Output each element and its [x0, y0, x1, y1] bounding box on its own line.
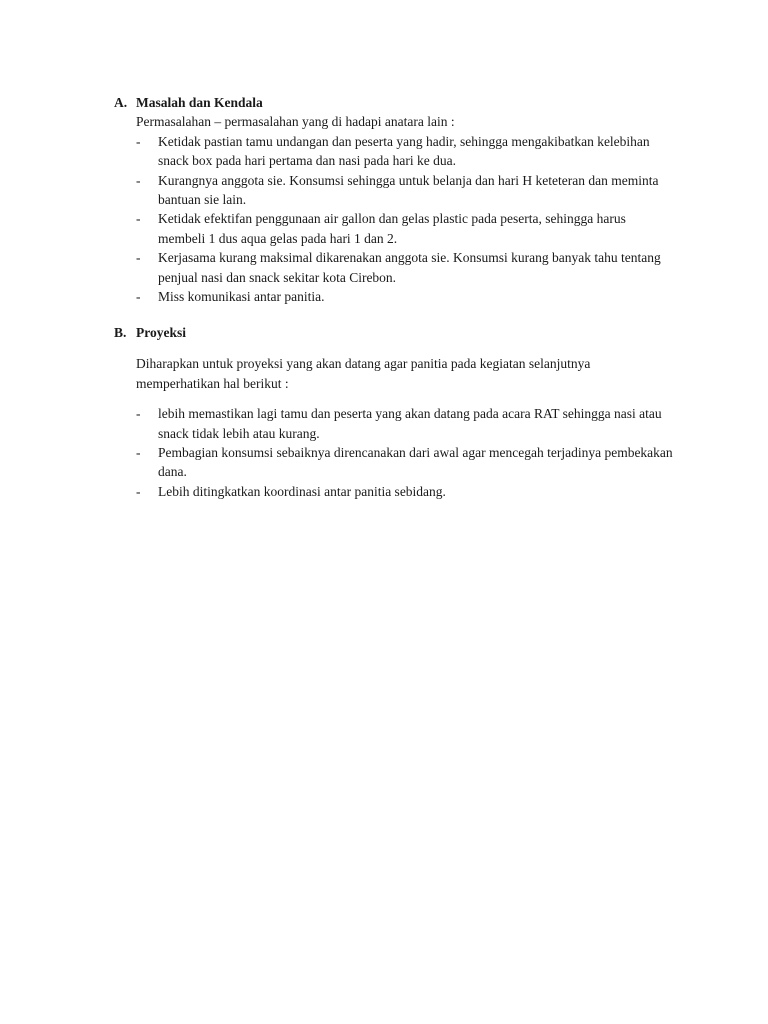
projection-list [136, 404, 674, 501]
dash-bullet: - [136, 172, 141, 188]
problem-list [136, 132, 674, 307]
section-body [136, 112, 674, 306]
dash-bullet: - [136, 250, 141, 266]
list-item-text: Kerjasama kurang maksimal dikarenakan anggota sie. Konsumsi kurang banyak tahu tentang penjual nasi dan snack sekitar kota Cirebon. [158, 250, 661, 285]
dash-bullet: - [136, 406, 141, 422]
list-item [136, 404, 674, 443]
list-item [136, 248, 674, 287]
section-proyeksi [114, 323, 674, 501]
section-masalah-dan-kendala [114, 93, 674, 306]
section-letter: B. [114, 325, 127, 340]
list-item-text: Kurangnya anggota sie. Konsumsi sehingga untuk belanja dan hari H keteteran dan meminta bantuan sie lain. [158, 172, 659, 208]
list-item-text: Miss komunikasi antar panitia. [158, 289, 325, 305]
list-item [136, 443, 674, 482]
list-item-text: lebih memastikan lagi tamu dan peserta yang akan datang pada acara RAT sehingga nasi atau snack tidak lebih atau kurang. [158, 406, 662, 441]
list-item-text: Lebih ditingkatkan koordinasi antar panitia sebidang. [158, 483, 446, 499]
list-item-text: Pembagian konsumsi sebaiknya direncanakan dari awal agar mencegah terjadinya pembekakan dana. [158, 445, 673, 480]
section-title: Proyeksi [136, 325, 186, 340]
dash-bullet: - [136, 445, 141, 461]
dash-bullet: - [136, 133, 141, 149]
list-item [136, 482, 674, 501]
section-intro: Diharapkan untuk proyeksi yang akan datang agar panitia pada kegiatan selanjutnya memperhatikan hal berikut : [136, 356, 591, 391]
section-body [136, 354, 674, 501]
list-item-text: Ketidak pastian tamu undangan dan peserta yang hadir, sehingga mengakibatkan kelebihan snack box pada hari pertama dan nasi pada hari ke dua. [158, 133, 650, 169]
dash-bullet: - [136, 289, 141, 305]
dash-bullet: - [136, 211, 141, 227]
list-item [136, 132, 674, 171]
section-title: Masalah dan Kendala [136, 95, 263, 110]
list-item-text: Ketidak efektifan penggunaan air gallon dan gelas plastic pada peserta, sehingga harus membeli 1 dus aqua gelas pada hari 1 dan 2. [158, 211, 626, 246]
section-heading [114, 93, 674, 112]
dash-bullet: - [136, 483, 141, 499]
list-item [136, 287, 674, 306]
section-letter: A. [114, 95, 128, 110]
list-item [136, 171, 674, 210]
list-item [136, 209, 674, 248]
section-intro: Permasalahan – permasalahan yang di hadapi anatara lain : [136, 114, 455, 130]
section-heading [114, 323, 674, 342]
